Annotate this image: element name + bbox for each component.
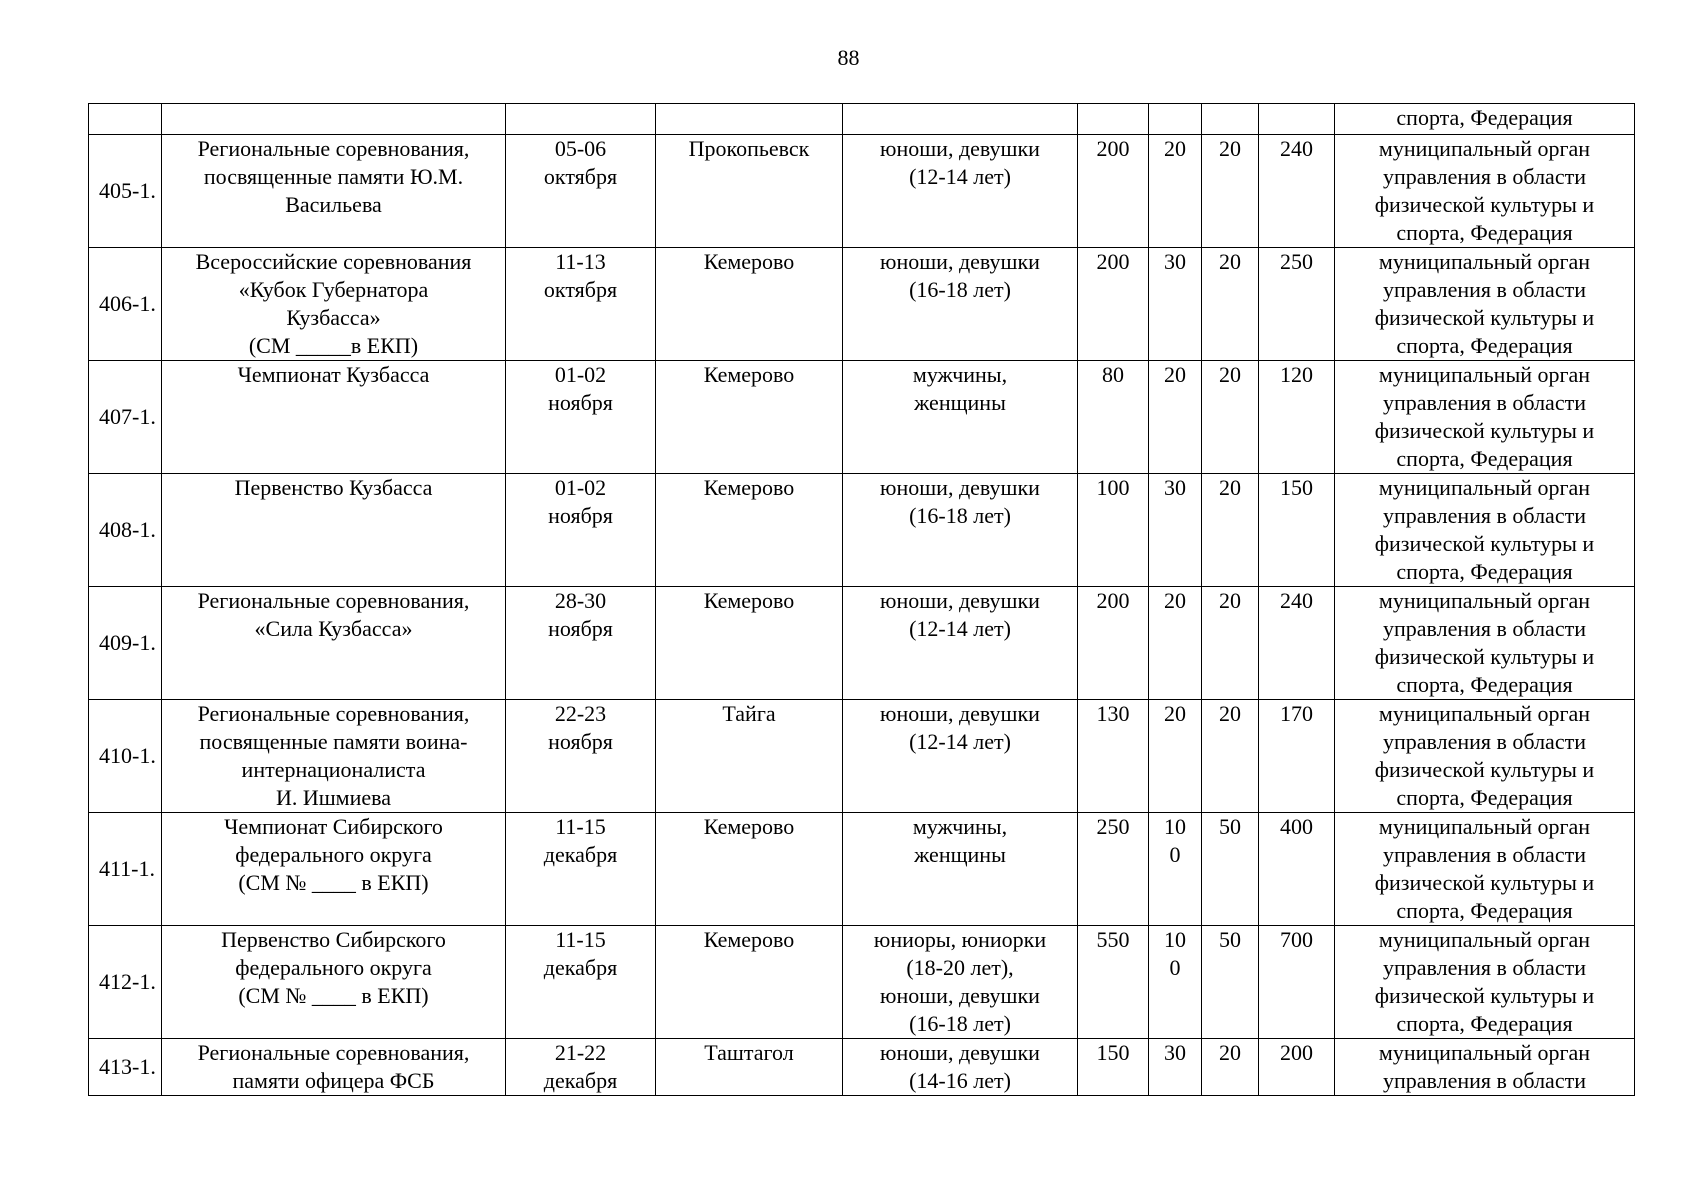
cell-judges: 20 [1202,1039,1259,1096]
table-row [89,474,1635,587]
cell-dates: 11-15 декабря [506,926,656,1039]
cell-number: 406-1. [89,248,162,361]
cell-sportsmen: 200 [1078,248,1149,361]
cell-coaches: 20 [1149,361,1202,474]
cell-place: Кемерово [656,474,843,587]
cell-participants: мужчины, женщины [843,813,1078,926]
cell-name: Региональные соревнования, «Сила Кузбасса» [162,587,506,700]
table-row [89,135,1635,248]
cell-number: 411-1. [89,813,162,926]
cell-number: 410-1. [89,700,162,813]
cell-sportsmen: 200 [1078,587,1149,700]
cell-judges: 20 [1202,587,1259,700]
cell-total: 240 [1259,135,1335,248]
cell-participants: юноши, девушки (16-18 лет) [843,474,1078,587]
cell-dates: 01-02 ноября [506,474,656,587]
cell-place: Кемерово [656,926,843,1039]
cell-name [162,104,506,135]
cell-sportsmen [1078,104,1149,135]
cell-name: Чемпионат Кузбасса [162,361,506,474]
cell-total: 700 [1259,926,1335,1039]
cell-coaches: 30 [1149,248,1202,361]
cell-dates: 05-06 октября [506,135,656,248]
cell-judges: 20 [1202,474,1259,587]
cell-dates: 11-13 октября [506,248,656,361]
cell-number: 407-1. [89,361,162,474]
cell-participants: юноши, девушки (14-16 лет) [843,1039,1078,1096]
cell-judges: 20 [1202,361,1259,474]
cell-sportsmen: 200 [1078,135,1149,248]
cell-participants: юноши, девушки (16-18 лет) [843,248,1078,361]
cell-organizer: муниципальный орган управления в области физической культуры и спорта, Федерация [1335,135,1635,248]
cell-place: Прокопьевск [656,135,843,248]
cell-total: 200 [1259,1039,1335,1096]
cell-name: Первенство Кузбасса [162,474,506,587]
cell-organizer: муниципальный орган управления в области физической культуры и спорта, Федерация [1335,587,1635,700]
cell-coaches [1149,104,1202,135]
cell-number: 412-1. [89,926,162,1039]
cell-total: 400 [1259,813,1335,926]
cell-organizer: муниципальный орган управления в области физической культуры и спорта, Федерация [1335,926,1635,1039]
cell-dates: 28-30 ноября [506,587,656,700]
cell-coaches: 10 0 [1149,813,1202,926]
cell-coaches: 20 [1149,587,1202,700]
cell-participants: юноши, девушки (12-14 лет) [843,700,1078,813]
cell-participants: юниоры, юниорки (18-20 лет), юноши, девушки (16-18 лет) [843,926,1078,1039]
cell-number: 413-1. [89,1039,162,1096]
cell-participants: мужчины, женщины [843,361,1078,474]
table-row [89,926,1635,1039]
cell-number: 409-1. [89,587,162,700]
cell-number: 405-1. [89,135,162,248]
cell-coaches: 10 0 [1149,926,1202,1039]
cell-total: 240 [1259,587,1335,700]
cell-name: Региональные соревнования, посвященные памяти воина- интернационалиста И. Ишмиева [162,700,506,813]
cell-dates: 22-23 ноября [506,700,656,813]
cell-place [656,104,843,135]
cell-judges: 50 [1202,813,1259,926]
cell-organizer: спорта, Федерация [1335,104,1635,135]
cell-sportsmen: 150 [1078,1039,1149,1096]
cell-participants [843,104,1078,135]
cell-judges: 20 [1202,248,1259,361]
cell-name: Чемпионат Сибирского федерального округа (СМ № ____ в ЕКП) [162,813,506,926]
cell-coaches: 30 [1149,474,1202,587]
cell-name: Всероссийские соревнования «Кубок Губернатора Кузбасса» (СМ _____в ЕКП) [162,248,506,361]
cell-place: Кемерово [656,361,843,474]
cell-sportsmen: 130 [1078,700,1149,813]
cell-judges [1202,104,1259,135]
page-number: 88 [837,45,860,70]
continuation-row [89,104,1635,135]
cell-total: 170 [1259,700,1335,813]
cell-coaches: 20 [1149,135,1202,248]
table-row [89,813,1635,926]
cell-dates: 21-22 декабря [506,1039,656,1096]
cell-name: Региональные соревнования, памяти офицера ФСБ [162,1039,506,1096]
table-row [89,248,1635,361]
competition-schedule-table [88,103,1635,1096]
cell-place: Таштагол [656,1039,843,1096]
cell-judges: 20 [1202,700,1259,813]
cell-place: Кемерово [656,248,843,361]
cell-participants: юноши, девушки (12-14 лет) [843,587,1078,700]
cell-place: Тайга [656,700,843,813]
cell-number [89,104,162,135]
cell-place: Кемерово [656,813,843,926]
cell-total: 120 [1259,361,1335,474]
cell-judges: 20 [1202,135,1259,248]
cell-sportsmen: 80 [1078,361,1149,474]
cell-total: 250 [1259,248,1335,361]
table-row [89,361,1635,474]
cell-place: Кемерово [656,587,843,700]
cell-total: 150 [1259,474,1335,587]
cell-organizer: муниципальный орган управления в области физической культуры и спорта, Федерация [1335,813,1635,926]
cell-organizer: муниципальный орган управления в области [1335,1039,1635,1096]
cell-name: Региональные соревнования, посвященные памяти Ю.М. Васильева [162,135,506,248]
cell-dates: 11-15 декабря [506,813,656,926]
cell-organizer: муниципальный орган управления в области физической культуры и спорта, Федерация [1335,361,1635,474]
cell-number: 408-1. [89,474,162,587]
cell-coaches: 20 [1149,700,1202,813]
cell-participants: юноши, девушки (12-14 лет) [843,135,1078,248]
cell-total [1259,104,1335,135]
cell-sportsmen: 100 [1078,474,1149,587]
table-row [89,587,1635,700]
cell-name: Первенство Сибирского федерального округа (СМ № ____ в ЕКП) [162,926,506,1039]
cell-organizer: муниципальный орган управления в области физической культуры и спорта, Федерация [1335,474,1635,587]
table-row [89,1039,1635,1096]
cell-dates: 01-02 ноября [506,361,656,474]
cell-organizer: муниципальный орган управления в области физической культуры и спорта, Федерация [1335,700,1635,813]
cell-sportsmen: 250 [1078,813,1149,926]
table-row [89,700,1635,813]
cell-judges: 50 [1202,926,1259,1039]
cell-organizer: муниципальный орган управления в области физической культуры и спорта, Федерация [1335,248,1635,361]
cell-sportsmen: 550 [1078,926,1149,1039]
cell-dates [506,104,656,135]
cell-coaches: 30 [1149,1039,1202,1096]
